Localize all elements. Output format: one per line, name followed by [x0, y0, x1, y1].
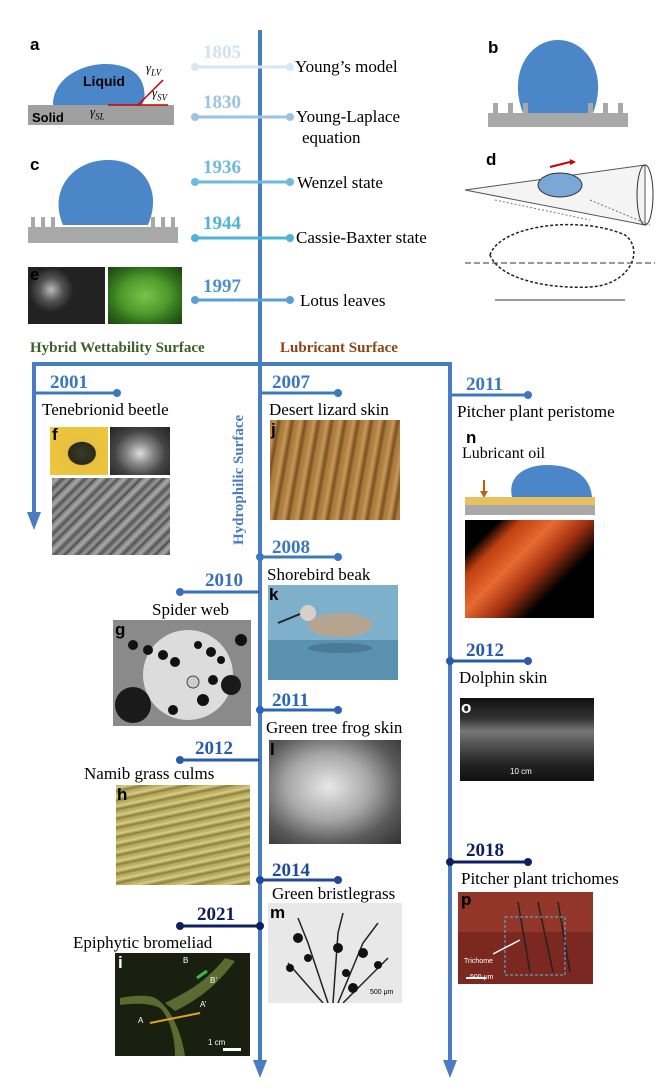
panel-n-lubricant-diagram	[462, 465, 597, 520]
right-label-trichomes: Pitcher plant trichomes	[461, 869, 619, 888]
panel-o-scale-text: 10 cm	[510, 767, 532, 776]
panel-a-gamma-lv: $\gamma_{LV}$	[146, 60, 162, 78]
panel-b-letter: b	[488, 38, 499, 57]
panel-p-letter: p	[461, 890, 472, 909]
left-label-beetle: Tenebrionid beetle	[42, 400, 169, 419]
panel-i-scale-text: 1 cm	[208, 1038, 226, 1047]
panel-a-gamma-sv: $\gamma_{SV}$	[152, 85, 168, 103]
panel-h-letter: h	[117, 785, 128, 804]
panel-i-bromeliad-image	[115, 953, 250, 1056]
left-label-bromeliad: Epiphytic bromeliad	[73, 933, 213, 952]
hydrophilic-heading: Hydrophilic Surface	[231, 414, 247, 545]
panel-f-droplet-photo	[110, 427, 170, 475]
panel-m-letter: m	[270, 903, 286, 922]
panel-p-trichome-label: Trichome	[464, 958, 493, 965]
timeline-label-young: Young’s model	[295, 57, 398, 76]
left-year-2012: 2012	[195, 738, 233, 759]
panel-b-cassie-droplet	[488, 35, 633, 130]
panel-a-gamma-sl: $\gamma_{SL}$	[90, 104, 105, 122]
left-year-2010: 2010	[205, 570, 243, 591]
panel-i-A2: A’	[200, 1000, 207, 1009]
timeline-year-1830: 1830	[203, 92, 241, 113]
right-year-2018: 2018	[466, 840, 504, 861]
panel-p-scale-text: 500 μm	[470, 974, 494, 981]
panel-c-wenzel-droplet	[28, 155, 178, 245]
left-label-namib: Namib grass culms	[84, 764, 215, 783]
panel-l-frog-photo	[269, 740, 401, 844]
panel-m-scale-text: 500 μm	[370, 989, 394, 996]
panel-i-letter: i	[118, 953, 123, 972]
middle-label-frog: Green tree frog skin	[266, 718, 403, 737]
panel-f-beetle-photo	[50, 427, 108, 475]
panel-g-letter: g	[115, 620, 126, 639]
panel-n-letter: n	[466, 428, 477, 447]
timeline-label-cassie: Cassie-Baxter state	[296, 228, 427, 247]
panel-d-letter: d	[486, 150, 497, 169]
panel-a-letter: a	[30, 35, 40, 54]
panel-i-B2: B’	[210, 976, 218, 985]
panel-a-solid-label: Solid	[32, 110, 64, 125]
middle-label-lizard: Desert lizard skin	[269, 400, 389, 419]
panel-e-lotus-photo	[108, 267, 182, 324]
panel-m-bristlegrass-image	[268, 903, 402, 1003]
panel-i-B: B	[183, 956, 189, 965]
panel-g-spider-web-image	[113, 620, 251, 726]
panel-l-letter: l	[270, 740, 275, 759]
middle-year-2011: 2011	[272, 690, 309, 711]
left-label-spider-web: Spider web	[152, 600, 229, 619]
panel-n-peristome-photo	[465, 520, 594, 618]
middle-year-2007: 2007	[272, 372, 310, 393]
right-label-peristome: Pitcher plant peristome	[457, 402, 615, 421]
panel-k-shorebird-photo	[268, 585, 398, 680]
middle-label-shorebird: Shorebird beak	[267, 565, 371, 584]
panel-a-liquid-label: Liquid	[83, 73, 125, 89]
middle-label-bristlegrass: Green bristlegrass	[272, 884, 396, 903]
panel-f-sem-image	[52, 478, 170, 555]
panel-d-cone-droplet	[460, 155, 660, 315]
middle-year-2008: 2008	[272, 537, 310, 558]
middle-year-2014: 2014	[272, 860, 310, 881]
panel-k-letter: k	[269, 585, 279, 604]
panel-i-A: A	[138, 1016, 144, 1025]
panel-p-trichome-image	[458, 892, 593, 984]
right-year-2012: 2012	[466, 640, 504, 661]
panel-c-letter: c	[30, 155, 40, 174]
right-year-2011: 2011	[466, 374, 503, 395]
right-label-dolphin: Dolphin skin	[459, 668, 548, 687]
panel-n-lubricant-oil: Lubricant oil	[462, 445, 546, 462]
panel-f-letter: f	[52, 425, 58, 444]
timeline-label-wenzel: Wenzel state	[297, 173, 383, 192]
panel-j-lizard-photo	[270, 420, 400, 520]
lubricant-heading: Lubricant Surface	[280, 340, 398, 356]
timeline-year-1997: 1997	[203, 276, 241, 297]
panel-e-letter: e	[30, 265, 40, 284]
panel-e-sem-image	[28, 267, 105, 324]
left-year-2001: 2001	[50, 372, 88, 393]
timeline-label-lotus: Lotus leaves	[300, 291, 386, 310]
left-year-2021: 2021	[197, 904, 235, 925]
timeline-label-equation: equation	[302, 128, 361, 147]
timeline-label-young-laplace: Young-Laplace	[296, 107, 401, 126]
timeline-year-1944: 1944	[203, 213, 241, 234]
hybrid-heading: Hybrid Wettability Surface	[30, 340, 205, 356]
panel-h-grass-photo	[116, 785, 250, 885]
timeline-year-1936: 1936	[203, 157, 241, 178]
timeline-year-1805: 1805	[203, 42, 241, 63]
panel-o-letter: o	[461, 698, 472, 717]
panel-j-letter: j	[271, 420, 276, 439]
